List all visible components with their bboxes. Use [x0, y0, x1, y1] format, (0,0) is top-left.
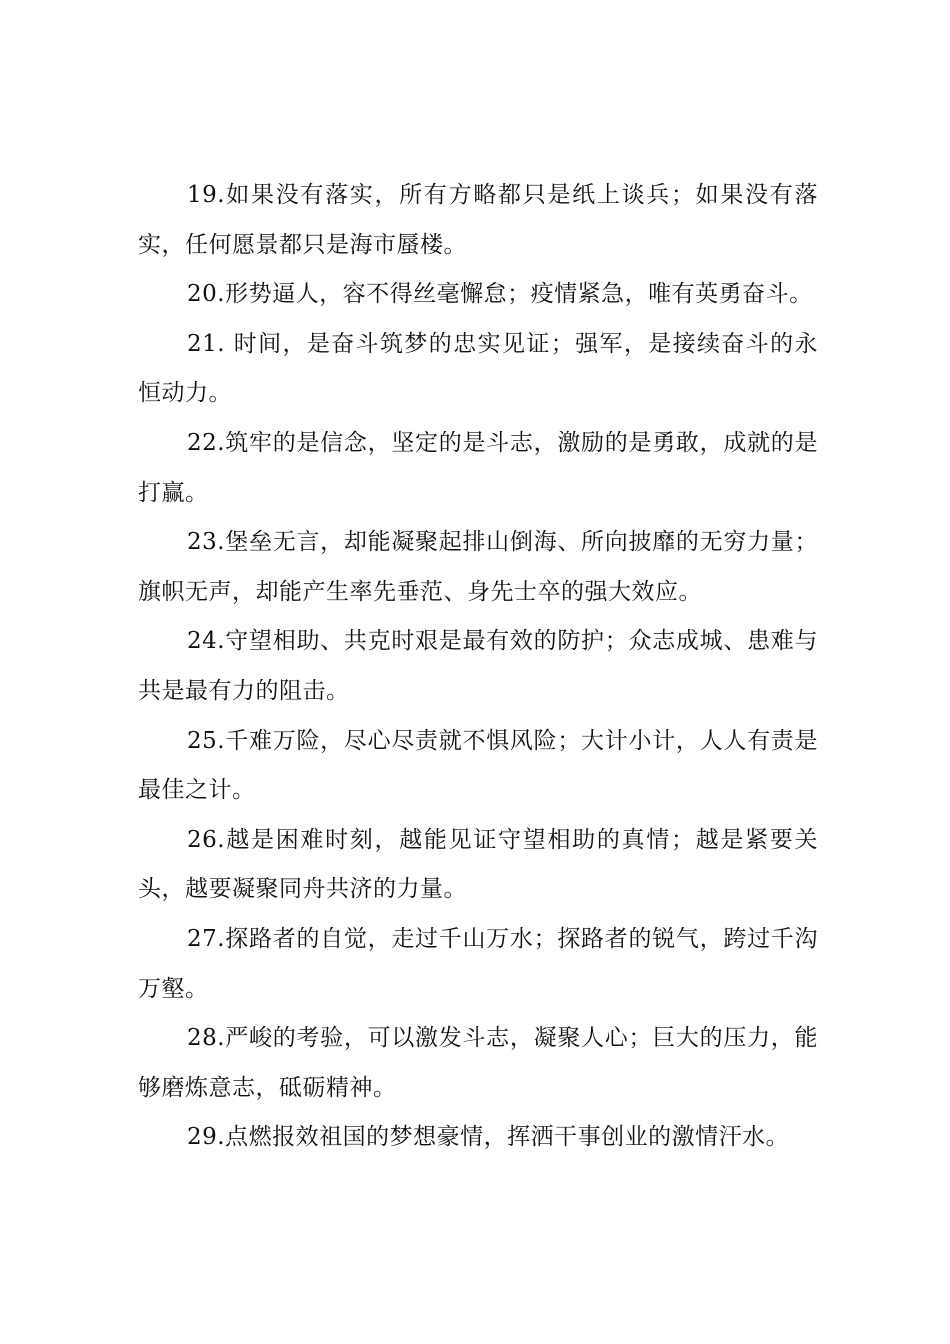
- paragraph-26: 26.越是困难时刻，越能见证守望相助的真情；越是紧要关头，越要凝聚同舟共济的力量。: [138, 826, 818, 903]
- document-page: [138, 171, 818, 1163]
- paragraph-21: 21. 时间，是奋斗筑梦的忠实见证；强军，是接续奋斗的永恒动力。: [138, 330, 818, 407]
- paragraph-29: 29.点燃报效祖国的梦想豪情，挥洒干事创业的激情汗水。: [187, 1124, 790, 1151]
- paragraph-22: 22.筑牢的是信念，坚定的是斗志，激励的是勇敢，成就的是打赢。: [138, 429, 818, 506]
- paragraph-23: 23.堡垒无言，却能凝聚起排山倒海、所向披靡的无穷力量；旗帜无声，却能产生率先垂范、身先士卒的强大效应。: [138, 529, 818, 605]
- paragraph-20: 20.形势逼人，容不得丝毫懈怠；疫情紧急，唯有英勇奋斗。: [187, 281, 813, 308]
- paragraph-28: 28.严峻的考验，可以激发斗志，凝聚人心；巨大的压力，能够磨炼意志，砥砺精神。: [138, 1025, 818, 1101]
- paragraph-25: 25.千难万险，尽心尽责就不惧风险；大计小计，人人有责是最佳之计。: [138, 727, 818, 804]
- paragraph-27: 27.探路者的自觉，走过千山万水；探路者的锐气，跨过千沟万壑。: [138, 925, 818, 1002]
- paragraph-19: 19.如果没有落实，所有方略都只是纸上谈兵；如果没有落实，任何愿景都只是海市蜃楼。: [138, 182, 818, 258]
- paragraph-24: 24.守望相助、共克时艰是最有效的防护；众志成城、患难与共是最有力的阻击。: [138, 628, 818, 704]
